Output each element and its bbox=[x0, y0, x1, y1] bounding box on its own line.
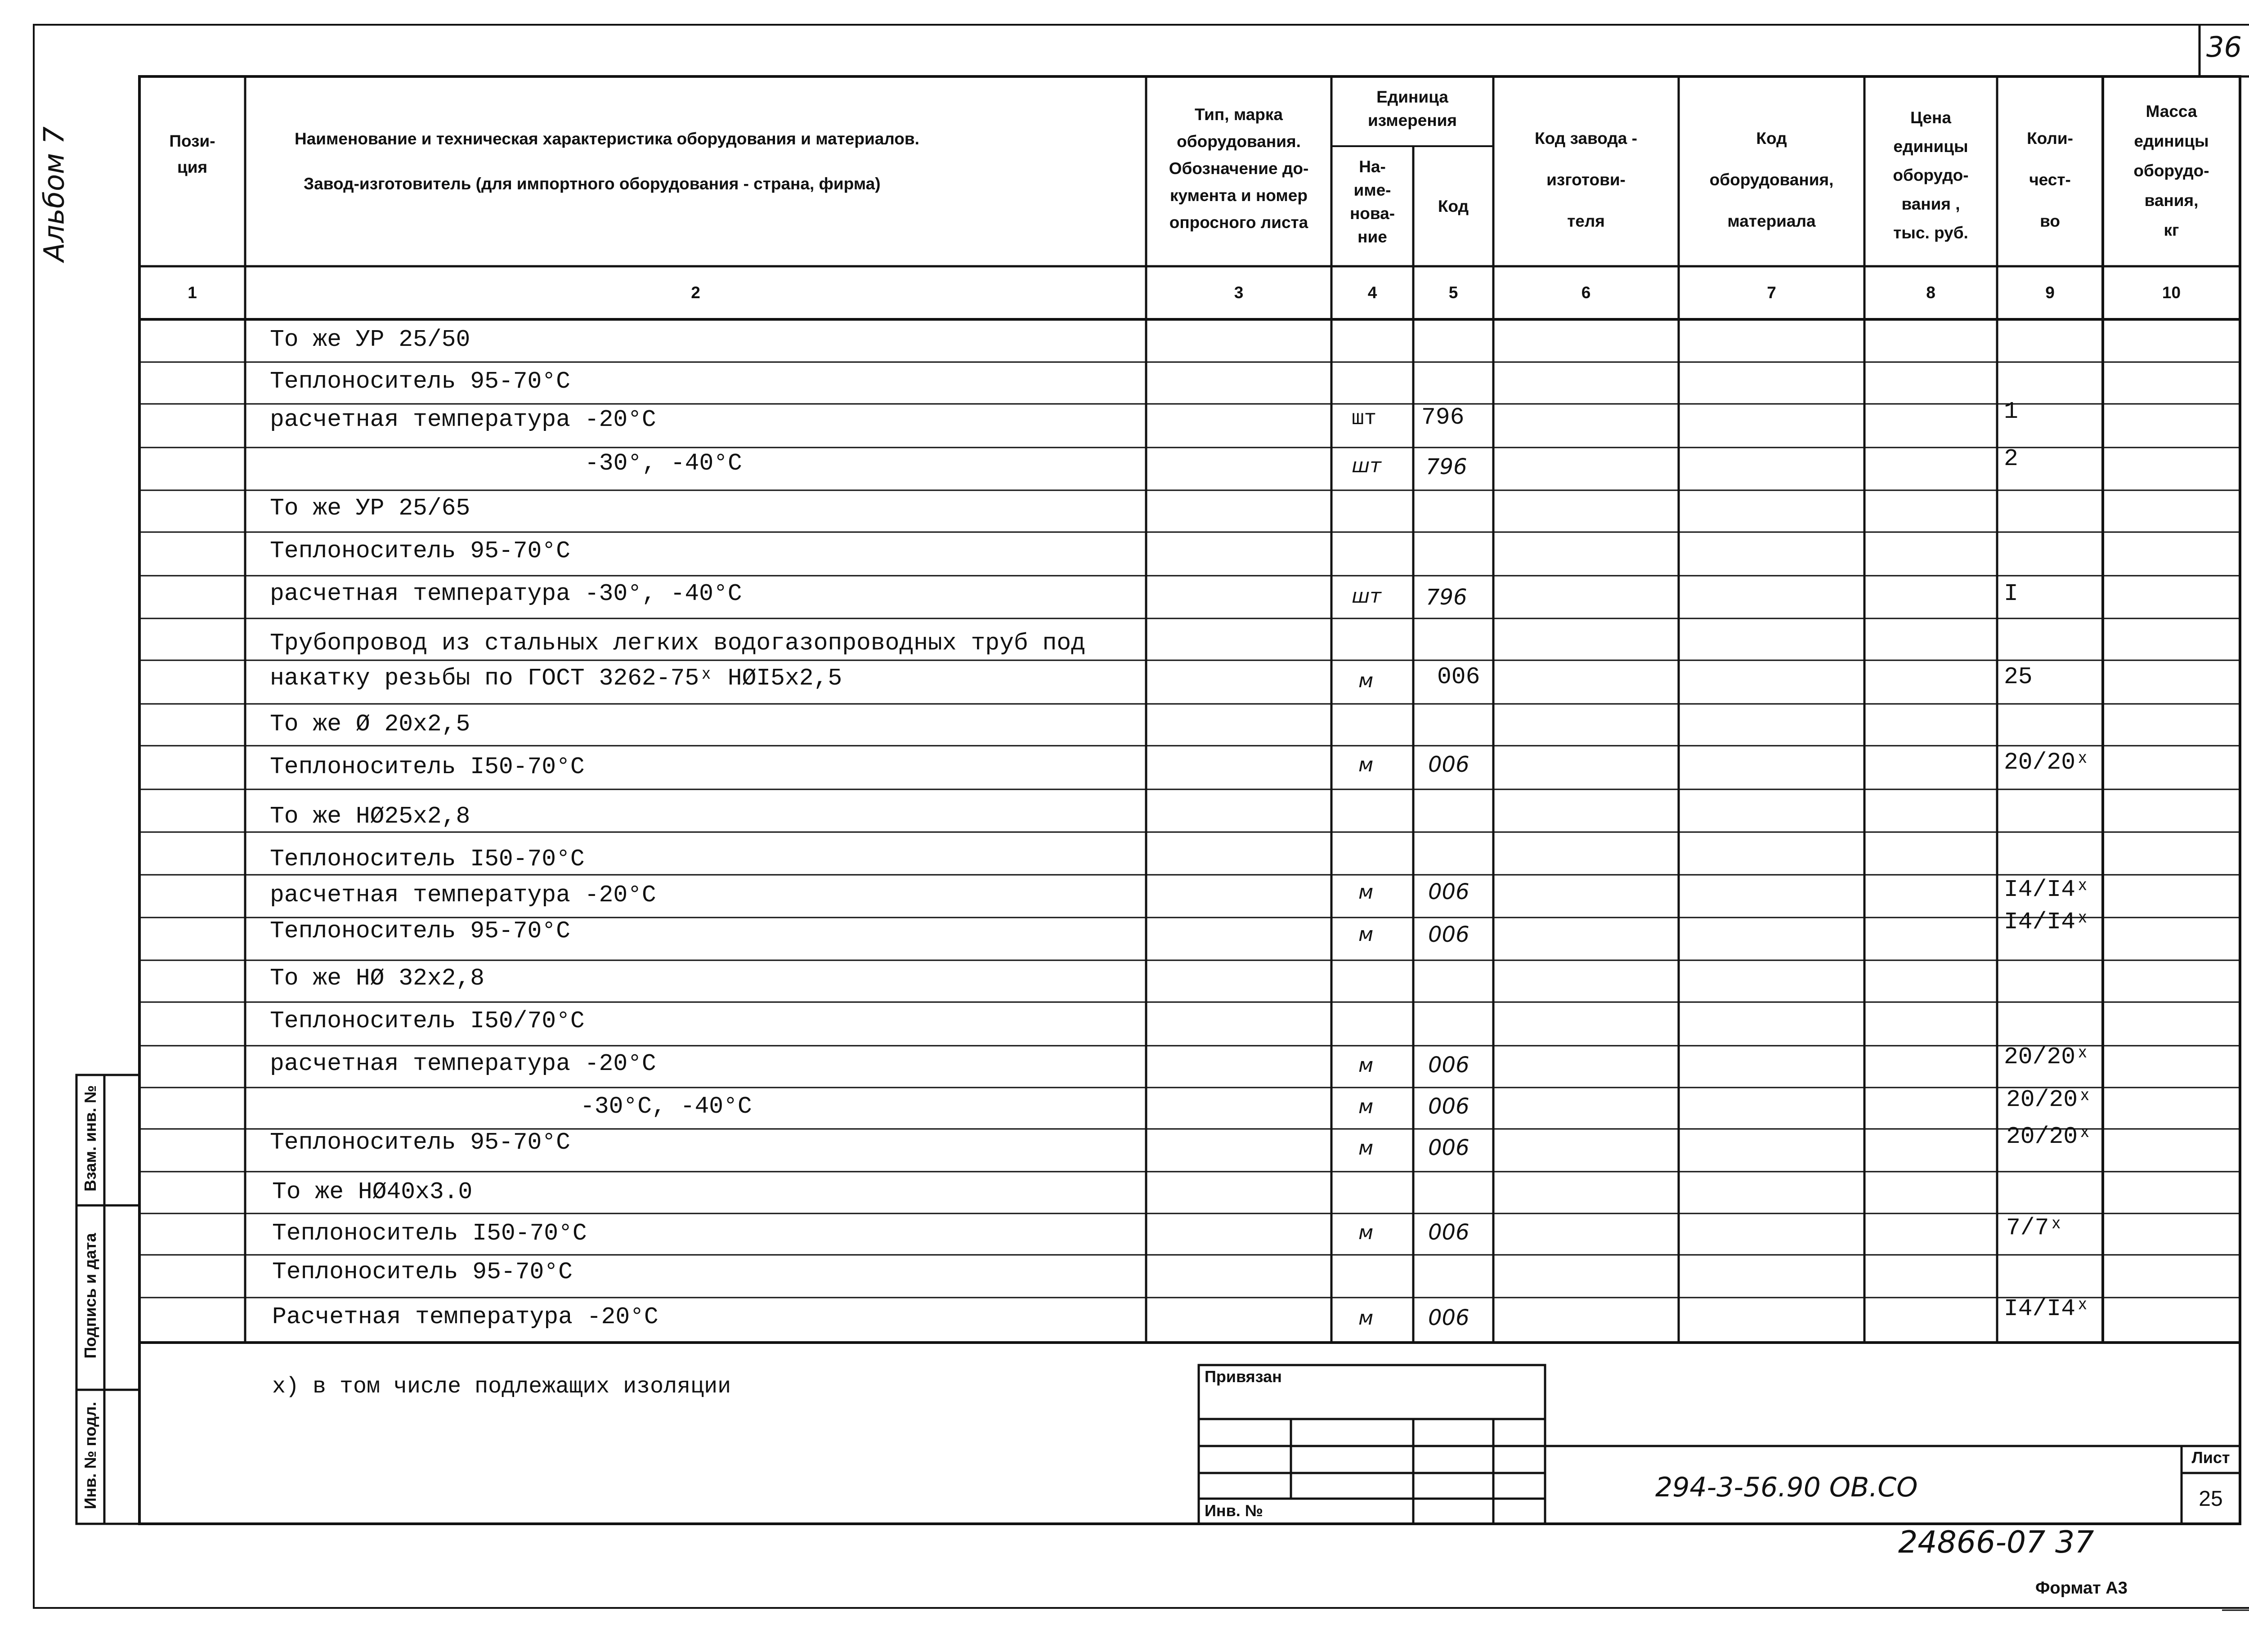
row-14-qty: I4/I4ˣ bbox=[2004, 909, 2090, 936]
row-13-name: расчетная температура -20°С bbox=[270, 882, 656, 909]
colnum-9: 9 bbox=[2045, 283, 2055, 302]
header-unit-group: Единица измерения bbox=[1367, 88, 1457, 130]
row-6-name: расчетная температура -30°, -40°С bbox=[270, 580, 742, 607]
row-14-code: 006 bbox=[1428, 922, 1469, 947]
stamp-list-no: 25 bbox=[2199, 1487, 2223, 1511]
row-23-name: Расчетная температура -20°С bbox=[272, 1303, 659, 1330]
side-label-inv-podl: Инв. № подл. bbox=[81, 1401, 99, 1509]
sheet-corner-number: 36 bbox=[2206, 31, 2242, 63]
row-8-code: 006 bbox=[1437, 663, 1480, 690]
colnum-1: 1 bbox=[188, 283, 197, 302]
side-label-podpis: Подпись и дата bbox=[81, 1233, 99, 1359]
row-21-qty: 7/7ˣ bbox=[2006, 1214, 2064, 1241]
row-11-name: То же НØ25х2,8 bbox=[270, 803, 470, 830]
row-17-name: расчетная температура -20°С bbox=[270, 1050, 656, 1077]
row-21-name: Теплоноситель I50-70°С bbox=[272, 1220, 587, 1247]
stamp-inv-no: Инв. № bbox=[1205, 1501, 1263, 1520]
row-13-qty: I4/I4ˣ bbox=[2004, 876, 2090, 903]
row-13-unit: м bbox=[1358, 881, 1374, 904]
colnum-3: 3 bbox=[1234, 283, 1244, 302]
row-8-unit: м bbox=[1358, 669, 1374, 692]
colnum-8: 8 bbox=[1926, 283, 1935, 302]
row-21-unit: м bbox=[1358, 1221, 1374, 1244]
colnum-6: 6 bbox=[1581, 283, 1591, 302]
colnum-4: 4 bbox=[1367, 283, 1377, 302]
row-22-name: Теплоноситель 95-70°С bbox=[272, 1258, 573, 1285]
row-8-name: накатку резьбы по ГОСТ 3262-75ˣ НØI5х2,5 bbox=[270, 665, 842, 692]
row-6-qty: I bbox=[2004, 580, 2018, 607]
row-23-qty: I4/I4ˣ bbox=[2004, 1295, 2090, 1322]
row-19-code: 006 bbox=[1428, 1135, 1469, 1160]
row-17-unit: м bbox=[1358, 1054, 1374, 1077]
colnum-7: 7 bbox=[1767, 283, 1776, 302]
header-mass: Масса единицы оборудо- вания, кг bbox=[2133, 102, 2209, 239]
row-2-name: расчетная температура -20°С bbox=[270, 406, 656, 433]
row-2-code: 796 bbox=[1421, 404, 1465, 431]
bottom-number: 24866-07 37 bbox=[1898, 1525, 2094, 1560]
row-12-name: Теплоноситель I50-70°С bbox=[270, 846, 585, 873]
row-17-qty: 20/20ˣ bbox=[2004, 1043, 2090, 1070]
row-10-unit: м bbox=[1358, 753, 1374, 776]
header-name-line1: Наименование и техническая характеристика оборудования и материалов. bbox=[295, 130, 919, 148]
row-4-name: То же УР 25/65 bbox=[270, 495, 470, 522]
header-quantity: Коли- чест- во bbox=[2027, 129, 2073, 230]
side-label-vzam: Взам. инв. № bbox=[81, 1085, 99, 1192]
row-10-qty: 20/20ˣ bbox=[2004, 749, 2090, 776]
header-unit-code: Код bbox=[1438, 197, 1469, 215]
stamp-privyazan: Привязан bbox=[1205, 1367, 1282, 1386]
row-1-name: Теплоноситель 95-70°С bbox=[270, 368, 570, 395]
row-18-unit: м bbox=[1358, 1095, 1374, 1118]
stamp-doc-code: 294-3-56.90 ОВ.СО bbox=[1655, 1472, 1918, 1503]
header-factory-code: Код завода - изготови- теля bbox=[1535, 129, 1637, 230]
row-18-code: 006 bbox=[1428, 1094, 1469, 1119]
row-20-name: То же НØ40х3.0 bbox=[272, 1178, 473, 1205]
colnum-5: 5 bbox=[1448, 283, 1458, 302]
colnum-10: 10 bbox=[2162, 283, 2181, 302]
row-9-name: То же Ø 20х2,5 bbox=[270, 711, 470, 738]
row-13-code: 006 bbox=[1428, 879, 1469, 904]
row-6-code: 796 bbox=[1426, 585, 1467, 610]
header-name-line2: Завод-изготовитель (для импортного оборудования - страна, фирма) bbox=[304, 175, 881, 193]
row-8-qty: 25 bbox=[2004, 663, 2033, 690]
row-19-qty: 20/20ˣ bbox=[2006, 1123, 2092, 1150]
row-19-name: Теплоноситель 95-70°С bbox=[270, 1129, 570, 1156]
format-label: Формат А3 bbox=[2035, 1579, 2128, 1598]
row-19-unit: м bbox=[1358, 1137, 1374, 1160]
row-3-qty: 2 bbox=[2004, 445, 2018, 472]
row-23-unit: м bbox=[1358, 1307, 1374, 1330]
row-18-name: -30°С, -40°С bbox=[580, 1093, 752, 1120]
header-price: Цена единицы оборудо- вания , тыс. руб. bbox=[1893, 108, 1969, 242]
row-14-name: Теплоноситель 95-70°С bbox=[270, 918, 570, 945]
row-23-code: 006 bbox=[1428, 1305, 1469, 1330]
row-21-code: 006 bbox=[1428, 1220, 1469, 1245]
footnote: х) в том числе подлежащих изоляции bbox=[272, 1374, 731, 1400]
row-5-name: Теплоноситель 95-70°С bbox=[270, 537, 570, 564]
row-16-name: Теплоноситель I50/70°С bbox=[270, 1007, 585, 1034]
stamp-list-label: Лист bbox=[2191, 1448, 2230, 1467]
row-3-name: -30°, -40°С bbox=[585, 450, 742, 477]
row-7-name: Трубопровод из стальных легких водогазопроводных труб под bbox=[270, 630, 1085, 657]
row-6-unit: шт bbox=[1352, 585, 1381, 608]
row-10-code: 006 bbox=[1428, 752, 1469, 777]
row-10-name: Теплоноситель I50-70°С bbox=[270, 753, 585, 780]
row-2-unit: шт bbox=[1352, 407, 1377, 430]
header-type: Тип, марка оборудования. Обозначение до- кумента и номер опросного листа bbox=[1169, 105, 1309, 232]
header-unit-name: На- име- нова- ние bbox=[1349, 157, 1395, 246]
row-14-unit: м bbox=[1358, 923, 1374, 946]
album-label: Альбом 7 bbox=[37, 126, 71, 262]
row-3-unit: шт bbox=[1352, 454, 1381, 477]
colnum-2: 2 bbox=[691, 283, 700, 302]
row-2-qty: 1 bbox=[2004, 398, 2018, 425]
row-17-code: 006 bbox=[1428, 1052, 1469, 1078]
row-15-name: То же НØ 32х2,8 bbox=[270, 965, 485, 992]
row-0-name: То же УР 25/50 bbox=[270, 326, 470, 353]
row-18-qty: 20/20ˣ bbox=[2006, 1086, 2092, 1113]
header-equipment-code: Код оборудования, материала bbox=[1709, 129, 1834, 230]
row-3-code: 796 bbox=[1426, 454, 1467, 479]
header-position: Пози- ция bbox=[169, 132, 215, 176]
